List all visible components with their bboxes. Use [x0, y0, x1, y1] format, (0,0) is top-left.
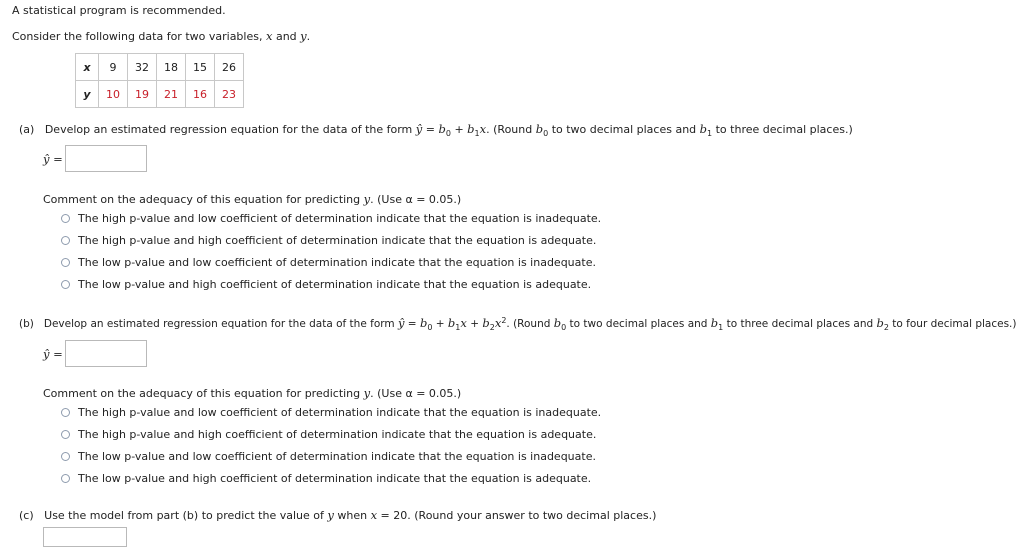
y-value: 16	[186, 81, 215, 108]
y-header: y	[76, 81, 99, 108]
part-a-question: (a) Develop an estimated regression equation for the data of the form ŷ = $b_0 + b_1x$. (Round $b_0$ to two decimal places and $b_1$ to three decimal places.)	[19, 122, 853, 138]
part-b-option-1[interactable]: The high p-value and low coefficient of determination indicate that the equation is inadequate.	[78, 406, 602, 419]
x-value: 9	[99, 54, 128, 81]
part-a-comment: Comment on the adequacy of this equation for predicting y. (Use α = 0.05.)	[43, 192, 462, 206]
intro-text: A statistical program is recommended.	[12, 4, 226, 17]
part-b-yhat-label: ŷ =	[43, 347, 63, 361]
part-b-option-2[interactable]: The high p-value and high coefficient of determination indicate that the equation is adequate.	[78, 428, 597, 441]
table-row-y	[76, 81, 244, 108]
y-value: 19	[128, 81, 157, 108]
part-b-radio-1[interactable]	[61, 408, 70, 417]
y-value: 10	[99, 81, 128, 108]
part-a-radio-3[interactable]	[61, 258, 70, 267]
table-row-x	[76, 54, 244, 81]
part-a-radio-4[interactable]	[61, 280, 70, 289]
x-value: 15	[186, 54, 215, 81]
x-value: 18	[157, 54, 186, 81]
part-a-option-4[interactable]: The low p-value and high coefficient of determination indicate that the equation is adequate.	[78, 278, 592, 291]
part-a-option-2[interactable]: The high p-value and high coefficient of determination indicate that the equation is adequate.	[78, 234, 597, 247]
part-b-radio-2[interactable]	[61, 430, 70, 439]
part-a-equation-input[interactable]	[65, 145, 147, 172]
part-c-answer-input[interactable]	[43, 527, 127, 547]
part-b-radio-4[interactable]	[61, 474, 70, 483]
part-a-yhat-label: ŷ =	[43, 152, 63, 166]
part-b-option-3[interactable]: The low p-value and low coefficient of determination indicate that the equation is inadequate.	[78, 450, 596, 463]
part-a-option-3[interactable]: The low p-value and low coefficient of determination indicate that the equation is inadequate.	[78, 256, 596, 269]
y-value: 23	[215, 81, 244, 108]
part-c-question: (c) Use the model from part (b) to predict the value of y when x = 20. (Round your answer to two decimal places.)	[19, 508, 657, 522]
consider-text: Consider the following data for two variables, x and y.	[12, 29, 311, 43]
x-value: 32	[128, 54, 157, 81]
part-a-option-1[interactable]: The high p-value and low coefficient of determination indicate that the equation is inadequate.	[78, 212, 602, 225]
part-a-radio-1[interactable]	[61, 214, 70, 223]
x-value: 26	[215, 54, 244, 81]
part-b-radio-3[interactable]	[61, 452, 70, 461]
part-a-radio-2[interactable]	[61, 236, 70, 245]
part-b-question: (b) Develop an estimated regression equation for the data of the form ŷ = $b_0 + b_1x + b_2x^2$. (Round $b_0$ to two decimal places and $b_1$ to three decimal places and $b_2$ to four decimal places.)	[19, 316, 1017, 332]
part-b-equation-input[interactable]	[65, 340, 147, 367]
data-table	[75, 53, 244, 108]
part-b-option-4[interactable]: The low p-value and high coefficient of determination indicate that the equation is adequate.	[78, 472, 592, 485]
x-header: x	[76, 54, 99, 81]
y-value: 21	[157, 81, 186, 108]
part-b-comment: Comment on the adequacy of this equation for predicting y. (Use α = 0.05.)	[43, 386, 462, 400]
